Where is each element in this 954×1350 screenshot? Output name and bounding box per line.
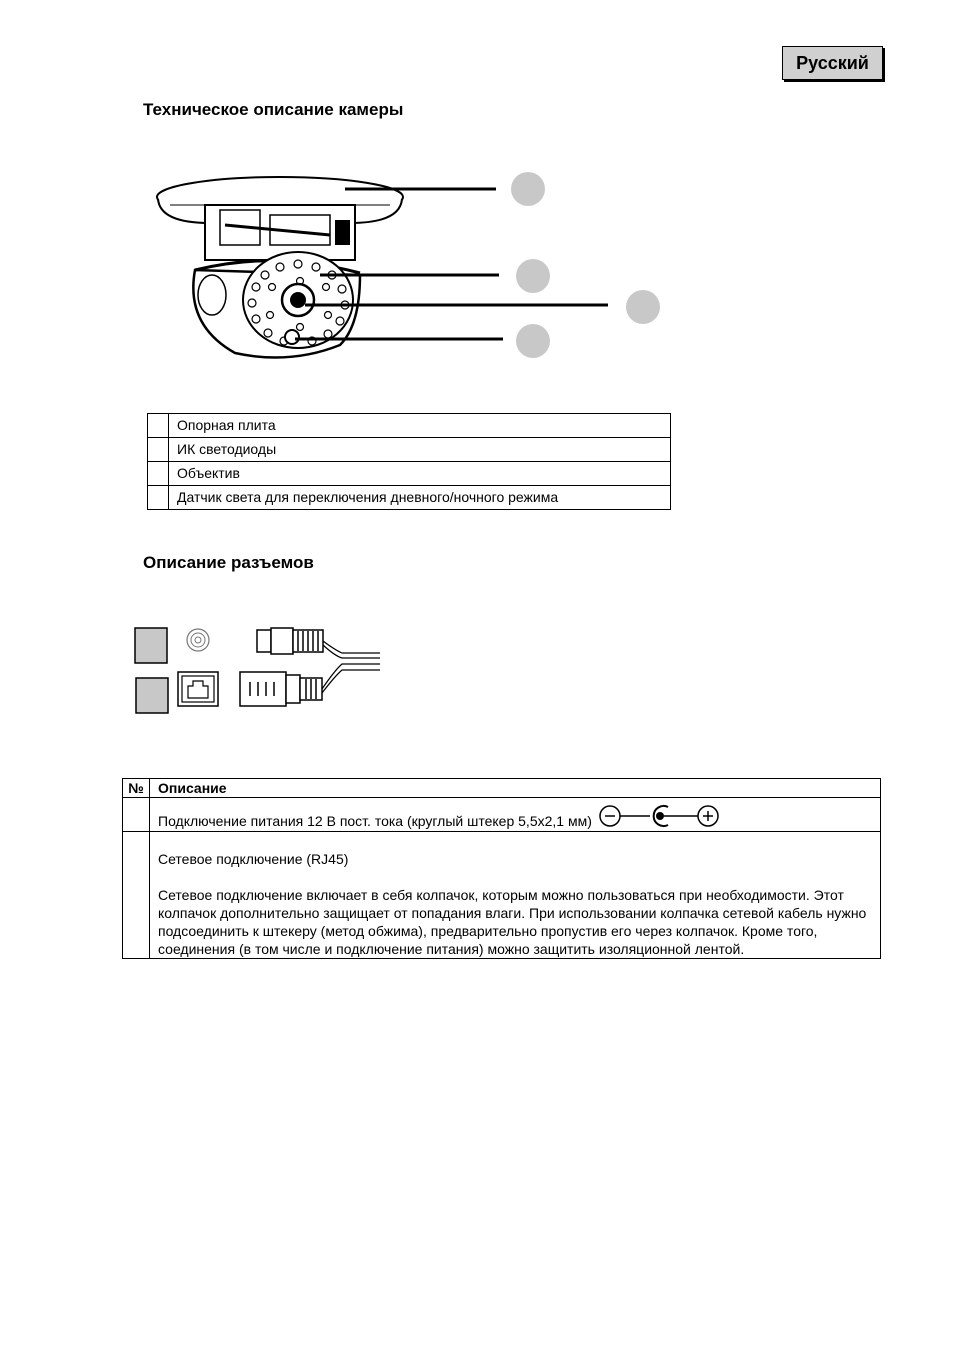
row-number-cell bbox=[123, 798, 150, 832]
power-description: Подключение питания 12 В пост. тока (круглый штекер 5,5x2,1 мм) bbox=[158, 813, 592, 829]
part-number-cell bbox=[148, 486, 169, 510]
power-description-cell bbox=[150, 798, 881, 832]
part-number-cell bbox=[148, 438, 169, 462]
part-label: Датчик света для переключения дневного/ночного режима bbox=[169, 486, 671, 510]
section-title-camera: Техническое описание камеры bbox=[143, 100, 404, 119]
section-title-connectors: Описание разъемов bbox=[143, 553, 314, 572]
row-number-cell bbox=[123, 832, 150, 959]
table-row bbox=[123, 832, 881, 959]
table-row bbox=[148, 414, 671, 438]
table-row bbox=[148, 438, 671, 462]
table-header-row bbox=[123, 779, 881, 798]
language-badge bbox=[782, 46, 883, 80]
network-body: Сетевое подключение включает в себя колпачок, которым можно пользоваться при необходимости. Этот колпачок дополнительно защищает от попадания влаги. При использовании колпачка сетевой кабель нужно подсоединить к штекеру (метод обжима), предварительно пропустив его через колпачок. Кроме того, соединения (в том числе и подключение питания) можно защитить изоляционной лентой. bbox=[158, 887, 867, 957]
header-number: № bbox=[123, 779, 150, 798]
part-label: ИК светодиоды bbox=[169, 438, 671, 462]
header-description: Описание bbox=[150, 779, 881, 798]
part-label: Объектив bbox=[169, 462, 671, 486]
network-title: Сетевое подключение (RJ45) bbox=[158, 851, 349, 867]
part-number-cell bbox=[148, 462, 169, 486]
camera-parts-table bbox=[147, 413, 671, 510]
part-label: Опорная плита bbox=[169, 414, 671, 438]
table-row bbox=[123, 798, 881, 832]
language-label: Русский bbox=[796, 52, 869, 73]
part-number-cell bbox=[148, 414, 169, 438]
table-row bbox=[148, 486, 671, 510]
connectors-illustration bbox=[130, 620, 385, 720]
network-description-cell bbox=[150, 832, 881, 959]
connectors-table bbox=[122, 778, 881, 959]
dc-polarity-icon bbox=[598, 803, 722, 829]
table-row bbox=[148, 462, 671, 486]
camera-illustration bbox=[150, 165, 670, 365]
